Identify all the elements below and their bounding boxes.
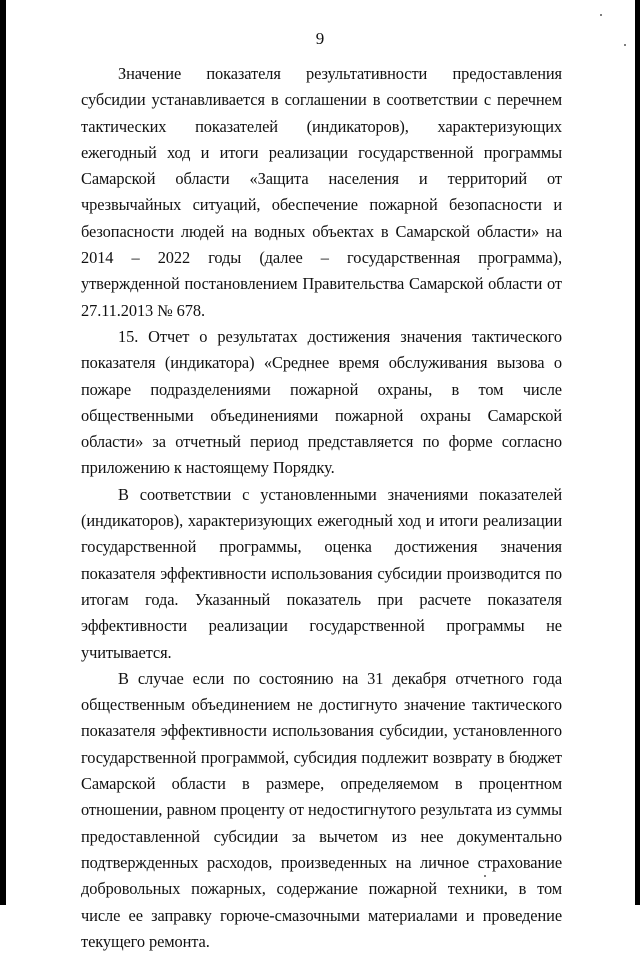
paragraph-item-15-report: 15. Отчет о результатах достижения значения тактического показателя (индикатора) «Среднее время обслуживания вызова о пожаре подразделениями пожарной охраны, в том числе общественными объединениями пожарной охраны Самарской области» за отчетный период представляется по форме согласно приложению к настоящему Порядку. <box>81 326 562 478</box>
page-number: 9 <box>315 29 325 48</box>
paragraph-efficiency-assessment: В соответствии с установленными значениями показателей (индикаторов), характеризующих ежегодный ход и итоги реализации государственной программы, оценка достижения значения показателя эффективности использования субсидии производится по итогам года. Указанный показатель при расчете показателя эффективности реализации государственной программы не учитывается. <box>81 484 562 662</box>
paragraph-indicator-value: Значение показателя результативности предоставления субсидии устанавливается в соглашении в соответствии с перечнем тактических показателей (индикаторов), характеризующих ежегодный ход и итоги реализации государственной программы Самарской области «Защита населения и территорий от чрезвычайных ситуаций, обеспечение пожарной безопасности и безопасности людей на водных объектах в Самарской области» на 2014 – 2022 годы (далее – государственная программа), утвержденной постановлением Правительства Самарской области от 27.11.2013 № 678. <box>81 64 562 320</box>
paragraph-subsidy-return: В случае если по состоянию на 31 декабря отчетного года общественным объединением не достигнуто значение тактического показателя эффективности использования субсидии, установленного государственной программой, субсидия подлежит возврату в бюджет Самарской области в размере, определяемом в процентном отношении, равном проценту от недостигнутого результата из суммы предоставленной субсидии за вычетом из нее документально подтвержденных расходов, произведенных на личное страхование добровольных пожарных, содержание пожарной техники, в том числе ее заправку горюче-смазочными материалами и проведение текущего ремонта. <box>81 668 562 951</box>
scan-edge-right <box>635 0 640 905</box>
scan-speck <box>600 14 602 16</box>
document-body <box>81 61 562 955</box>
scan-edge-left <box>0 0 6 905</box>
